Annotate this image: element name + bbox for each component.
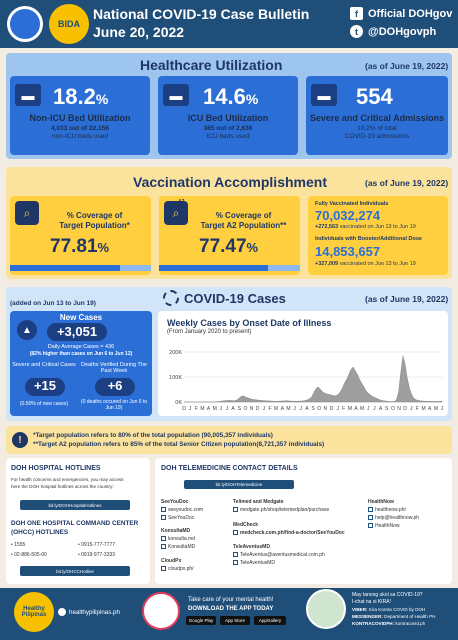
bulletin-date: June 20, 2022 — [93, 24, 185, 40]
daily-average: Daily Average Cases = 436 — [47, 344, 115, 350]
vaccination-asof: (as of June 19, 2022) — [365, 178, 449, 188]
chart-x-tick: J — [367, 406, 370, 412]
lusog-isip-logo — [142, 592, 180, 630]
link-icon — [161, 536, 166, 541]
covid-title: COVID-19 Cases — [184, 291, 286, 306]
cloudpx-link[interactable]: cloudpx.ph/ — [161, 566, 194, 572]
warning-icon: ! — [12, 432, 28, 448]
doh-seal-icon — [7, 6, 43, 42]
facebook-icon: f — [350, 7, 363, 20]
daily-average-note: (82% higher than cases on Jun 6 to Jun 12) — [29, 351, 133, 357]
a2-progress-bar — [159, 265, 300, 271]
admissions-label: Severe and Critical Admissions — [309, 113, 445, 123]
chart-x-tick: A — [231, 406, 235, 412]
chart-x-tick: M — [433, 406, 438, 412]
healthnow-link[interactable]: healthnow.ph/ — [368, 507, 406, 513]
new-cases-value: +3,051 — [56, 324, 98, 339]
magnifier-icon: ⌕ — [15, 201, 39, 225]
facebook-link[interactable]: f Official DOHgov — [350, 7, 452, 20]
chart-y-tick: 200K — [169, 350, 182, 356]
telemed-title: DOH TELEMEDICINE CONTACT DETAILS — [161, 465, 298, 472]
admissions-sub1: 10.2% of total — [357, 125, 397, 132]
target-progress-fill — [10, 265, 120, 271]
chart-x-tick: J — [219, 406, 223, 412]
bida-logo: BIDA — [49, 4, 89, 44]
mental-health-text: Take care of your mental health! — [188, 597, 274, 603]
a2-tag: A2 — [178, 199, 185, 205]
weekly-cases-area — [184, 356, 442, 402]
hotlines-desc1: For health concerns and emergencies, you may access — [11, 477, 124, 482]
facebook-icon — [161, 515, 166, 520]
chart-x-tick: A — [305, 406, 309, 412]
ohcc-number: • 0919-977-3333 — [78, 552, 116, 558]
ohcc-hotline-link[interactable]: bit.ly/OHCCHotline — [20, 566, 130, 576]
chart-x-tick: M — [286, 406, 291, 412]
chart-x-tick: F — [194, 406, 198, 412]
chart-x-tick: M — [421, 406, 426, 412]
chart-x-tick: J — [440, 406, 444, 412]
twitter-icon: t — [350, 25, 363, 38]
chart-x-tick: A — [354, 406, 358, 412]
ohcc-number: • 0915-777-7777 — [78, 542, 116, 548]
chart-x-tick: D — [255, 406, 260, 412]
chart-x-tick: S — [237, 406, 241, 412]
kira-avatar — [306, 589, 346, 629]
teleaventus-fb[interactable]: TeleAventusMD — [233, 560, 275, 566]
konsulta-name: KonsultaMD — [161, 528, 191, 534]
bed-icon: ▬ — [15, 84, 41, 106]
chart-x-tick: O — [243, 406, 248, 412]
messenger-contact[interactable]: MESSENGER: Department of Health PH — [352, 614, 436, 619]
covid-added-range: (added on Jun 13 to Jun 19) — [10, 300, 96, 307]
patient-bed-icon: ▬ — [311, 84, 337, 106]
ohcc-number: • 02-886-505-00 — [11, 552, 47, 558]
chart-x-tick: M — [347, 406, 352, 412]
chart-x-tick: J — [299, 406, 302, 412]
link-icon — [161, 507, 166, 512]
admissions-sub2: COVID-19 admissions — [344, 133, 410, 140]
fully-vaccinated-label: Fully Vaccinated Individuals — [315, 201, 389, 207]
severe-note: (0.50% of new cases) — [19, 401, 69, 407]
email-icon — [233, 552, 238, 557]
email-icon — [368, 515, 373, 520]
twitter-link[interactable]: t @DOHgovph — [350, 25, 436, 38]
hospital-hotlines-link[interactable]: bit.ly/DOHHospitalHotlines — [20, 500, 130, 510]
chart-x-tick: S — [385, 406, 389, 412]
chart-x-tick: J — [373, 406, 376, 412]
hotlines-title: DOH HOSPITAL HOTLINES — [11, 465, 101, 472]
facebook-icon — [368, 523, 373, 528]
facebook-icon — [233, 560, 238, 565]
seeyoudoc-name: SeeYouDoc — [161, 499, 189, 505]
telimed-link[interactable]: medgate.ph/shop/telemedplan/purchase — [233, 507, 329, 513]
non-icu-value: 18.2% — [53, 84, 109, 109]
link-icon — [233, 507, 238, 512]
chart-x-tick: J — [410, 406, 413, 412]
healthnow-email[interactable]: help@healthnow.ph — [368, 515, 419, 521]
telimed-name: Telimed and Medgate — [233, 499, 284, 505]
booster-value: 14,853,657 — [315, 244, 381, 259]
link-icon — [161, 566, 166, 571]
chart-x-tick: N — [323, 406, 328, 412]
link-icon — [233, 530, 238, 535]
konsulta-link[interactable]: konsulta.md — [161, 536, 195, 542]
ohcc-title2: (OHCC) HOTLINES — [11, 529, 69, 536]
link-icon — [368, 507, 373, 512]
ohcc-number: • 1555 — [11, 542, 26, 548]
deaths-note: (0 deaths occured on Jun 6 to Jun 19) — [80, 399, 148, 411]
icu-value: 14.6% — [203, 84, 259, 109]
deaths-value: +6 — [107, 378, 123, 393]
bulletin-title: National COVID-19 Case Bulletin — [93, 6, 310, 22]
icu-sub2: ICU beds used — [206, 133, 250, 140]
globe-icon — [58, 608, 66, 616]
severe-label: Severe and Critical Cases — [12, 362, 76, 368]
chart-x-tick: N — [249, 406, 254, 412]
magnifier-icon: ⌕ — [164, 201, 188, 225]
kontracovid-contact[interactable]: KONTRACOVIDPH: kontracovid.ph — [352, 621, 426, 626]
ohcc-title1: DOH ONE HOSPITAL COMMAND CENTER — [11, 520, 139, 527]
chart-y-tick: 100K — [169, 375, 182, 381]
a2-label1: % Coverage of — [215, 211, 272, 220]
chart-x-tick: F — [268, 406, 272, 412]
chart-x-tick: O — [317, 406, 322, 412]
chart-x-tick: M — [212, 406, 217, 412]
deaths-label: Deaths Verified During The Past Week — [81, 362, 147, 374]
a2-label2: Target A2 Population** — [200, 221, 287, 230]
target-label1: % Coverage of — [66, 211, 123, 220]
cloudpx-name: CloudPx — [161, 558, 182, 564]
chart-x-tick: S — [311, 406, 315, 412]
booster-delta: +327,009 vaccinated on Jun 13 to Jun 19 — [315, 261, 416, 267]
chart-x-tick: D — [403, 406, 407, 412]
chart-subtitle: (From January 2020 to present) — [167, 329, 252, 335]
seeyoudoc-fb[interactable]: SeeYouDoc — [161, 515, 194, 521]
facebook-icon — [161, 544, 166, 549]
healthcare-title: Healthcare Utilization — [140, 57, 283, 73]
icu-sub1: 385 out of 2,636 — [203, 125, 253, 132]
a2-progress-fill — [159, 265, 268, 271]
hotlines-desc2: here the DOH hospital hotlines across the country: — [11, 484, 114, 489]
chart-x-tick: F — [415, 406, 419, 412]
chart-x-tick: J — [293, 406, 296, 412]
chart-x-tick: M — [360, 406, 365, 412]
covid-asof: (as of June 19, 2022) — [365, 294, 449, 304]
vaccination-title: Vaccination Accomplishment — [133, 174, 327, 190]
target-coverage-value: 77.81% — [50, 236, 110, 257]
new-cases-label: New Cases — [59, 313, 103, 322]
non-icu-label: Non-ICU Bed Utilization — [29, 113, 131, 123]
app-store-button[interactable]: App Store — [220, 616, 250, 625]
non-icu-sub2: non-ICU beds used — [51, 133, 108, 140]
telemed-panel — [155, 458, 452, 584]
app-gallery-button[interactable]: AppGallery — [254, 616, 286, 625]
target-label2: Target Population* — [59, 221, 130, 230]
chart-x-tick: F — [342, 406, 346, 412]
chart-x-tick: D — [182, 406, 186, 412]
footnote-target: *Target population refers to 80% of the total population (90,005,357 individuals) — [33, 432, 273, 439]
download-app-text: DOWNLOAD THE APP TODAY — [188, 606, 274, 612]
chart-x-tick: J — [225, 406, 229, 412]
healthcare-asof: (as of June 19, 2022) — [365, 61, 449, 71]
chart-x-tick: O — [390, 406, 395, 412]
virus-icon — [163, 290, 179, 306]
seeyoudoc-link[interactable]: seeyoudoc.com — [161, 507, 203, 513]
kira-cta: I-chat na si KIRA! — [352, 599, 391, 605]
konsulta-fb[interactable]: KonsultaMD — [161, 544, 195, 550]
chart-x-tick: N — [397, 406, 401, 412]
chart-x-tick: J — [262, 406, 266, 412]
chart-x-tick: M — [274, 406, 279, 412]
target-progress-bar — [10, 265, 151, 271]
medcheck-name: MedCheck — [233, 522, 259, 528]
booster-label: Individuals with Booster/Additional Dose — [315, 236, 422, 242]
teleaventus-email[interactable]: TeleAventus@aventusmedical.com.ph — [233, 552, 325, 558]
non-icu-sub1: 4,033 out of 22,156 — [51, 125, 109, 132]
admissions-value: 554 — [356, 84, 393, 109]
chart-title: Weekly Cases by Onset Date of Illness — [167, 318, 332, 328]
chart-x-tick: M — [200, 406, 205, 412]
kira-question: May tanong ukol sa COVID-19? — [352, 592, 423, 598]
chart-y-tick: 0K — [175, 400, 182, 406]
healthnow-name: HealthNow — [368, 499, 394, 505]
warning-icon: ▲ — [17, 320, 37, 340]
a2-coverage-value: 77.47% — [199, 236, 259, 257]
fully-vaccinated-value: 70,032,274 — [315, 208, 381, 223]
chart-x-tick: J — [336, 406, 339, 412]
medcheck-link[interactable]: medcheck.com.ph/find-a-doctor/SeeYouDoc — [233, 530, 345, 536]
chart-x-tick: D — [329, 406, 334, 412]
telemedicine-link[interactable]: bit.ly/DOHTelemedicine — [184, 480, 294, 489]
teleaventus-name: TeleAventusMD — [233, 544, 270, 550]
fully-vaccinated-delta: +272,563 vaccinated on Jun 13 to Jun 19 — [315, 224, 416, 230]
chart-x-tick: A — [378, 406, 383, 412]
chart-x-tick: J — [188, 406, 192, 412]
weekly-cases-chart — [160, 336, 446, 414]
chart-x-tick: A — [206, 406, 211, 412]
healthnow-fb[interactable]: HealthNow — [368, 523, 399, 529]
chart-x-tick: A — [428, 406, 432, 412]
icu-label: ICU Bed Utilization — [187, 113, 269, 123]
footnote-band — [6, 426, 452, 454]
google-play-button[interactable]: Google Play — [186, 616, 216, 625]
chart-x-tick: A — [280, 406, 284, 412]
viber-contact[interactable]: VIBER: Kira Kontra COVID by DOH — [352, 607, 426, 612]
footnote-a2: **Target A2 population refers to 85% of the total Senior Citizen population(8,721,357 individuals) — [33, 441, 325, 448]
healthy-pilipinas-logo: Healthy Pilipinas — [14, 592, 54, 632]
severe-value: +15 — [33, 378, 57, 393]
healthy-pilipinas-handle[interactable]: healthypilipinas.ph — [58, 608, 120, 616]
icu-bed-icon: ▬ — [163, 84, 189, 106]
